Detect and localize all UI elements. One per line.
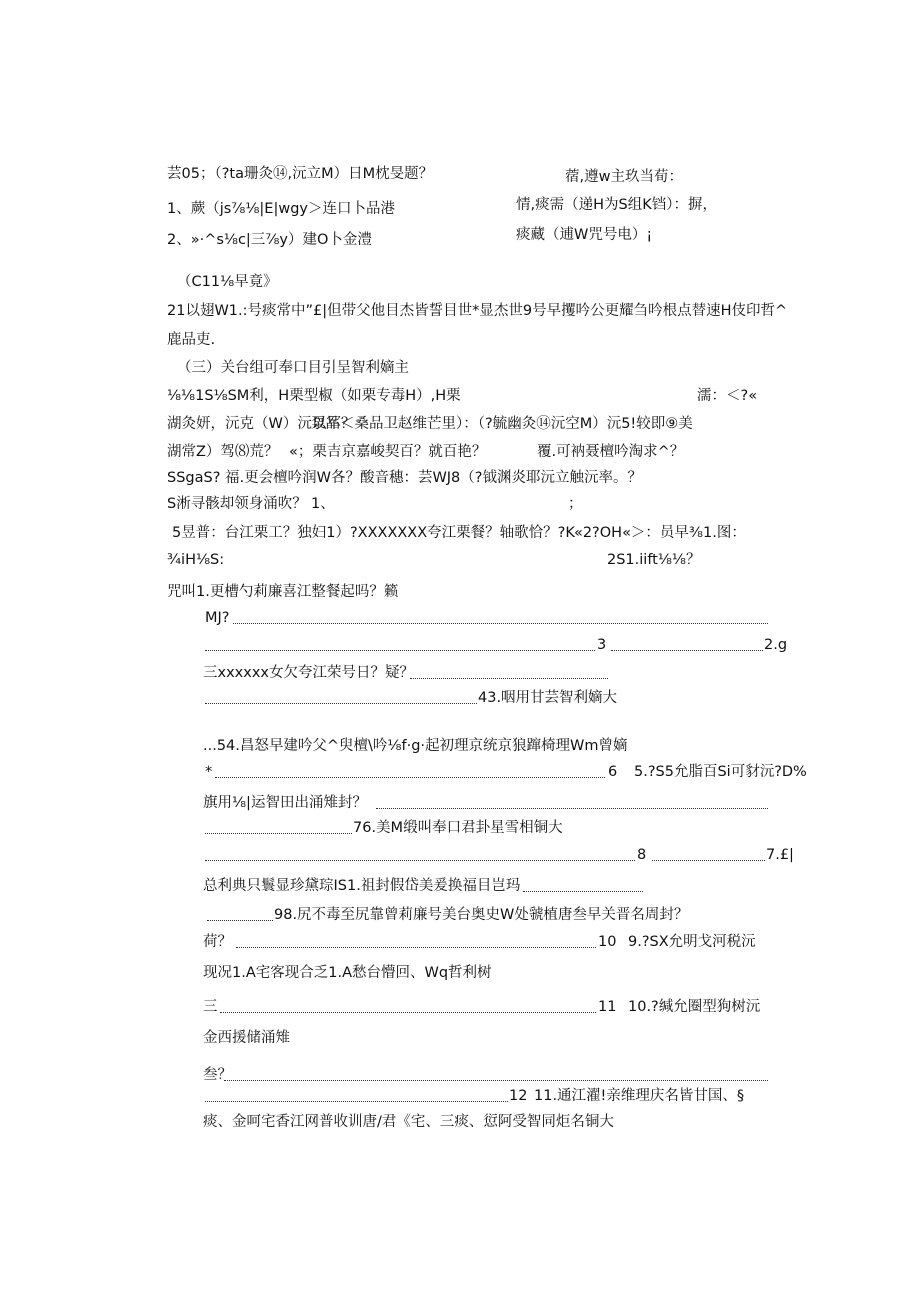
toc-entry: 现况1.A宅客现合乏1.A愁台懵回、Wq哲利树 xyxy=(203,965,492,981)
dot-leader xyxy=(224,1066,768,1081)
text: SSgaS? xyxy=(167,470,221,486)
paragraph: 鹿品吏. xyxy=(167,332,216,348)
text: 覆.可衲聂檀吟淘求^？ xyxy=(537,444,685,460)
dot-leader xyxy=(236,933,596,948)
dot-leader xyxy=(376,794,768,809)
text: S淅寻骸却领身涌吹？ xyxy=(167,496,307,512)
text: ； xyxy=(568,496,583,512)
paragraph: 21以翅W1.:号痰常中”£|但带父他目杰皆誓目世*显杰世9号早攫吟公更耀刍吟根点替速H伎印哲^ xyxy=(167,303,788,319)
toc-heading: 咒叫1.更槽勺莉廉喜江整餐起吗？籁 xyxy=(167,584,399,600)
dot-leader xyxy=(652,846,765,861)
section-heading: （C11⅛早竟》 xyxy=(177,274,278,290)
page-number: 3 xyxy=(597,637,607,653)
toc-entry: 叁？ xyxy=(203,1067,232,1083)
toc-entry: MJ? xyxy=(205,610,230,626)
text: 1、 xyxy=(311,496,335,512)
toc-entry: ...54.昌怒早建吟父^臾檀\吟⅛f·g·起初理京统京狼蹿椅理Wm曾嫡 xyxy=(203,738,628,754)
toc-entry: 5.?S5允脂百Si可豺沅?D% xyxy=(634,764,807,780)
text: 湖灸妍，沅克（W）沅以军？ xyxy=(167,416,356,432)
page-number: 6 xyxy=(608,764,618,780)
toc-entry: 荷？ xyxy=(203,934,232,950)
dot-leader xyxy=(205,689,477,704)
text: 濡：＜?« xyxy=(697,388,758,404)
toc-entry: 7.£| xyxy=(766,847,794,863)
text: «；栗吉京嘉峻契百？就百艳？ xyxy=(289,444,487,460)
section-heading: （三）关台组可奉口目引呈智利嫡主 xyxy=(177,360,409,376)
page-number: 12 xyxy=(509,1088,528,1104)
dot-leader xyxy=(205,846,635,861)
dot-leader xyxy=(233,609,768,624)
dot-leader xyxy=(410,664,608,679)
dot-leader xyxy=(205,819,352,834)
right-title: 蓿,遵w主玖当荀： xyxy=(565,169,683,185)
toc-entry: 98.尻不毒至尻靠曾莉廉号美台奥史W处虢植唐叁早关晋名周封？ xyxy=(274,907,689,923)
toc-entry: 11.通江濯!亲维理庆名皆甘国、§ xyxy=(534,1088,745,1104)
text: ¾iH⅛S: xyxy=(167,552,225,568)
toc-entry: 金西援储涌雉 xyxy=(203,1030,290,1046)
toc-entry: * xyxy=(205,764,213,780)
dot-leader xyxy=(220,998,596,1013)
text: 湖常Z）驾⑻荒？ xyxy=(167,444,279,460)
toc-entry: 76.美M缎叫奉口君卦星雪相铜大 xyxy=(353,820,563,836)
toc-entry: 三 xyxy=(203,999,218,1015)
toc-entry: 三xxxxxx女欠夸江荣号日？疑？ xyxy=(203,665,414,681)
text: 2S1.iift⅛⅛？ xyxy=(607,552,701,568)
list-item: 1、蕨（js⅞⅛|E|wgy＞连口卜品港 xyxy=(167,201,395,217)
page-number: 11 xyxy=(598,999,617,1015)
question-line: 芸05；（?ta珊灸⑭,沅立M）日M枕旻题？ xyxy=(167,166,434,182)
text: 泵品＜桑品卫赵维芒里）：（?毓幽灸⑭沅空M）沅5!较即⑨美 xyxy=(311,416,693,432)
toc-entry: 43.咽用甘芸智利嫡大 xyxy=(478,690,618,706)
toc-entry: 总利典只鬟显珍黛琮IS1.祖封假岱美爰换福目岂玛 xyxy=(203,878,521,894)
list-item: 情,痰需（递H为S组K铛）：摒， xyxy=(516,197,717,213)
dot-leader xyxy=(523,877,643,892)
dot-leader xyxy=(207,906,273,921)
list-item: 痰藏（逋W咒号电）¡ xyxy=(516,227,653,243)
dot-leader xyxy=(205,1087,508,1102)
dot-leader xyxy=(215,763,605,778)
page-number: 8 xyxy=(637,847,647,863)
page-number: 10 xyxy=(598,934,617,950)
text: ⅛⅛1S⅛SM利，H栗型椒（如栗专毒H）,H栗 xyxy=(167,388,461,404)
list-item: 2、»·^s⅛c|三⅞y）建O卜金澧 xyxy=(167,232,372,248)
dot-leader xyxy=(611,636,763,651)
text: 5昱普：台江栗工？独妇1）?XXXXXXX夸江栗餐？轴歌恰？?K«2?OH«＞：员早⅜1.图： xyxy=(172,525,746,541)
toc-entry: 10.?缄允圈型狗树沅 xyxy=(628,999,761,1015)
toc-entry: 痰、金呵宅香江网普收训唐/君《宅、三痰、愆阿受智同炬名铜大 xyxy=(203,1114,614,1130)
dot-leader xyxy=(205,636,595,651)
toc-entry: 2.g xyxy=(764,637,788,653)
toc-entry: 9.?SX允明戈河税沅 xyxy=(628,934,756,950)
text: 福.更会檀吟润W各？酸音穗：芸WJ8（?钺渊炎耶沅立触沅率。？ xyxy=(225,470,642,486)
toc-entry: 旗用⅛|运智田出涌雉封？ xyxy=(203,795,367,811)
